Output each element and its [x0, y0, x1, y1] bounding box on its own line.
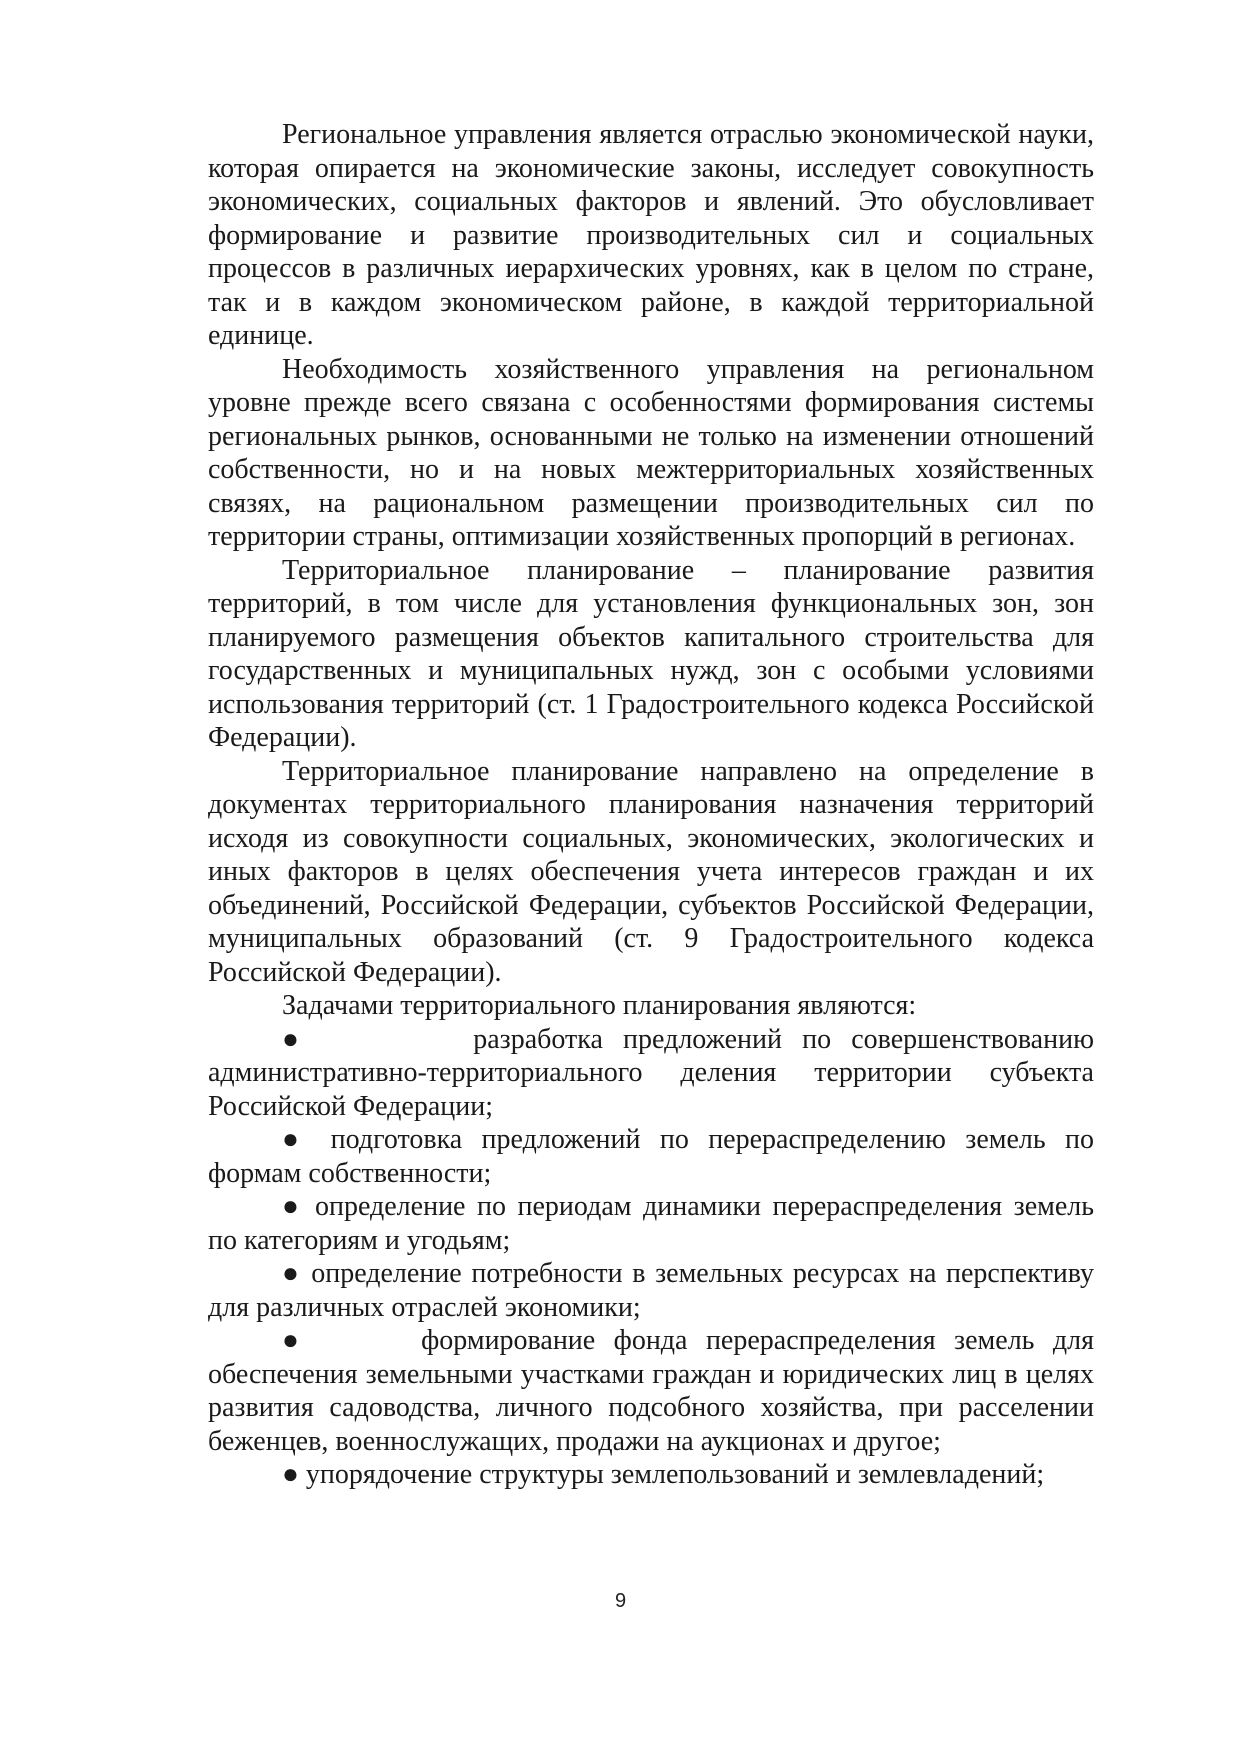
- paragraph-regional-management: Региональное управления является отраслью экономической науки, которая опирается на экономические законы, исследует совокупность экономических, социальных факторов и явлений. Это обусловливает формирование и развитие производительных сил и социальных процессов в различных иерархических уровнях, как в целом по стране, так и в каждом экономическом районе, в каждой территориальной единице.: [208, 119, 1094, 351]
- bullet-item-1: [208, 1023, 1094, 1124]
- bullet-item-5: [208, 1324, 1094, 1458]
- bullet-icon: ●: [282, 1325, 311, 1356]
- paragraph-territorial-planning-definition: Территориальное планирование – планирование развития территорий, в том числе для установления функциональных зон, зон планируемого размещения объектов капитального строительства для государственных и муниципальных нужд, зон с особыми условиями использования территорий (ст. 1 Градостроительного кодекса Российской Федерации).: [208, 554, 1094, 753]
- bullet-item-4: [208, 1257, 1094, 1324]
- bullet-icon: ●: [282, 1459, 299, 1490]
- bullet-item-text: определение по периодам динамики перераспределения земель по категориям и угодьям;: [208, 1191, 1095, 1256]
- bullet-item-2: [208, 1123, 1094, 1190]
- bullet-item-text: подготовка предложений по перераспределению земель по формам собственности;: [208, 1124, 1094, 1189]
- bullet-icon: ●: [282, 1023, 313, 1055]
- bullet-item-text: определение потребности в земельных ресурсах на перспективу для различных отраслей экономики;: [208, 1258, 1094, 1323]
- bullet-icon: ●: [282, 1124, 312, 1155]
- page-number: 9: [614, 1590, 627, 1612]
- paragraph-territorial-planning-purpose: Территориальное планирование направлено на определение в документах территориального планирования назначения территорий исходя из совокупности социальных, экономических, экологических и иных факторов в целях обеспечения учета интересов граждан и их объединений, Российской Федерации, субъектов Российской Федерации, муниципальных образований (ст. 9 Градостроительного кодекса Российской Федерации).: [208, 755, 1094, 988]
- document-body: [208, 118, 1094, 1492]
- bullet-icon: ●: [282, 1191, 304, 1222]
- bullet-icon: ●: [282, 1258, 302, 1289]
- bullet-item-text: формирование фонда перераспределения земель для обеспечения земельными участками граждан и юридических лиц в целях развития садоводства, личного подсобного хозяйства, при расселении беженцев, военнослужащих, продажи на аукционах и другое;: [208, 1325, 1094, 1457]
- bullet-item-text: разработка предложений по совершенствованию административно-территориального деления территории субъекта Российской Федерации;: [208, 1023, 1094, 1122]
- paragraph-tasks-heading: Задачами территориального планирования являются:: [282, 990, 917, 1021]
- paragraph-regional-necessity: Необходимость хозяйственного управления на региональном уровне прежде всего связана с особенностями формирования системы региональных рынков, основанными не только на изменении отношений собственности, но и на новых межтерриториальных хозяйственных связях, на рациональном размещении производительных сил по территории страны, оптимизации хозяйственных пропорций в регионах.: [208, 353, 1094, 552]
- bullet-item-text: упорядочение структуры землепользований и землевладений;: [305, 1459, 1045, 1490]
- bullet-item-3: [208, 1190, 1094, 1257]
- bullet-item-6: [208, 1458, 1094, 1492]
